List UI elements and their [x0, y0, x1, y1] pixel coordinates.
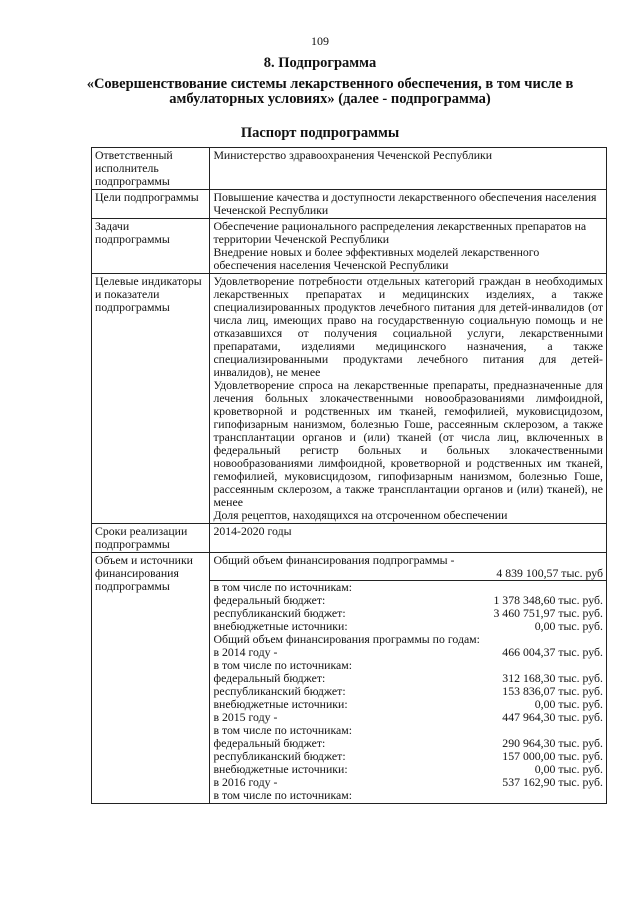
- funding-line-text: внебюджетные источники:: [213, 619, 348, 633]
- row-indicators: [92, 274, 607, 524]
- funding-line-amount: 466 004,37 тыс. руб.: [502, 645, 603, 659]
- funding-line-amount: 0,00 тыс. руб.: [534, 619, 603, 633]
- funding-line-amount: 447 964,30 тыс. руб.: [502, 710, 603, 724]
- passport-table: [91, 147, 607, 804]
- funding-line-text: в том числе по источникам:: [213, 658, 352, 672]
- label-indicators: Целевые индикаторы и показатели подпрограммы: [92, 274, 210, 524]
- funding-line-text: федеральный бюджет:: [213, 593, 326, 607]
- indicator-1: Удовлетворение потребности отдельных категорий граждан в необходимых лекарственных препаратах и медицинских изделиях, а также специализированных продуктов лечебного питания для детей-инвалидов (от числа лиц, имеющих право на государственную социальную помощь и не отказавшихся от получения социальной услуги, лекарственными препаратами, изделиями медицинского назначения, а также специализированными продуктами лечебного питания для детей-инвалидов), не менее: [213, 274, 603, 379]
- section-title: 8. Подпрограмма: [263, 55, 377, 71]
- value-tasks: [210, 219, 607, 274]
- section-subtitle: «Совершенствование системы лекарственного обеспечения, в том числе в амбулаторных условиях» (далее - подпрограмма): [86, 76, 574, 107]
- value-indicators: [210, 274, 607, 524]
- funding-line-text: в том числе по источникам:: [213, 788, 352, 802]
- funding-line-amount: 290 964,30 тыс. руб.: [502, 736, 603, 750]
- funding-line-text: в том числе по источникам:: [213, 580, 352, 594]
- label-goals: Цели подпрограммы: [92, 190, 210, 219]
- funding-line-amount: 312 168,30 тыс. руб.: [502, 671, 603, 685]
- funding-line-text: федеральный бюджет:: [213, 671, 326, 685]
- funding-line-amount: 0,00 тыс. руб.: [534, 762, 603, 776]
- funding-line-text: в 2014 году -: [213, 645, 278, 659]
- funding-line-text: федеральный бюджет:: [213, 736, 326, 750]
- funding-line-text: в том числе по источникам:: [213, 723, 352, 737]
- funding-line-text: Общий объем финансирования программы по годам:: [213, 632, 480, 646]
- funding-line-amount: 1 378 348,60 тыс. руб.: [493, 593, 603, 607]
- indicator-2: Удовлетворение спроса на лекарственные препараты, предназначенные для лечения больных злокачественными новообразованиями лимфоидной, кроветворной и родственных им тканей, гемофилией, муковисцидозом, гипофизарным нанизмом, болезнью Гоше, рассеянным склерозом, а также трансплантации органов и (или) тканей (от числа лиц, включенных в федеральный регистр больных и больных злокачественными новообразованиями лимфоидной, кроветворной и родственных им тканей, гемофилией, муковисцидозом, гипофизарным нанизмом, болезнью Гоше, рассеянным склерозом, а также трансплантации органов и (или) тканей), не менее: [213, 378, 603, 509]
- row-goals: [92, 190, 607, 219]
- label-tasks: Задачи подпрограммы: [92, 219, 210, 274]
- indicator-3: Доля рецептов, находящихся на отсроченном обеспечении: [213, 508, 508, 522]
- funding-line-amount: 3 460 751,97 тыс. руб.: [493, 606, 603, 620]
- label-executor: Ответственный исполнитель подпрограммы: [92, 148, 210, 190]
- value-executor: Министерство здравоохранения Чеченской Республики: [210, 148, 607, 190]
- row-terms: [92, 524, 607, 553]
- passport-title: Паспорт подпрограммы: [240, 125, 400, 141]
- funding-line-text: внебюджетные источники:: [213, 762, 348, 776]
- value-goals: Повышение качества и доступности лекарственного обеспечения населения Чеченской Республики: [210, 190, 607, 219]
- page-number: 109: [311, 34, 329, 48]
- funding-line: [213, 789, 603, 802]
- funding-total-value: 4 839 100,57 тыс. руб: [496, 566, 603, 580]
- funding-line-amount: 153 836,07 тыс. руб.: [502, 684, 603, 698]
- row-tasks: [92, 219, 607, 274]
- label-terms: Сроки реализации подпрограммы: [92, 524, 210, 553]
- funding-line-text: республиканский бюджет:: [213, 606, 346, 620]
- label-funding: Объем и источники финансирования подпрограммы: [92, 553, 210, 804]
- funding-line-amount: 157 000,00 тыс. руб.: [502, 749, 603, 763]
- funding-total-label: Общий объем финансирования подпрограммы -: [213, 553, 455, 567]
- row-executor: [92, 148, 607, 190]
- funding-breakdown: [210, 580, 606, 802]
- funding-line-amount: 537 162,90 тыс. руб.: [502, 775, 603, 789]
- funding-line-amount: 0,00 тыс. руб.: [534, 697, 603, 711]
- funding-line-text: республиканский бюджет:: [213, 684, 346, 698]
- value-terms: 2014-2020 годы: [210, 524, 607, 553]
- funding-line-text: в 2015 году -: [213, 710, 278, 724]
- funding-line-text: республиканский бюджет:: [213, 749, 346, 763]
- task-1: Обеспечение рационального распределения лекарственных препаратов на территории Чеченской Республики: [213, 219, 587, 246]
- task-2: Внедрение новых и более эффективных моделей лекарственного обеспечения населения Чеченской Республики: [213, 245, 540, 272]
- row-funding: [92, 553, 607, 804]
- value-funding: [210, 553, 607, 804]
- funding-line-text: в 2016 году -: [213, 775, 278, 789]
- funding-line-text: внебюджетные источники:: [213, 697, 348, 711]
